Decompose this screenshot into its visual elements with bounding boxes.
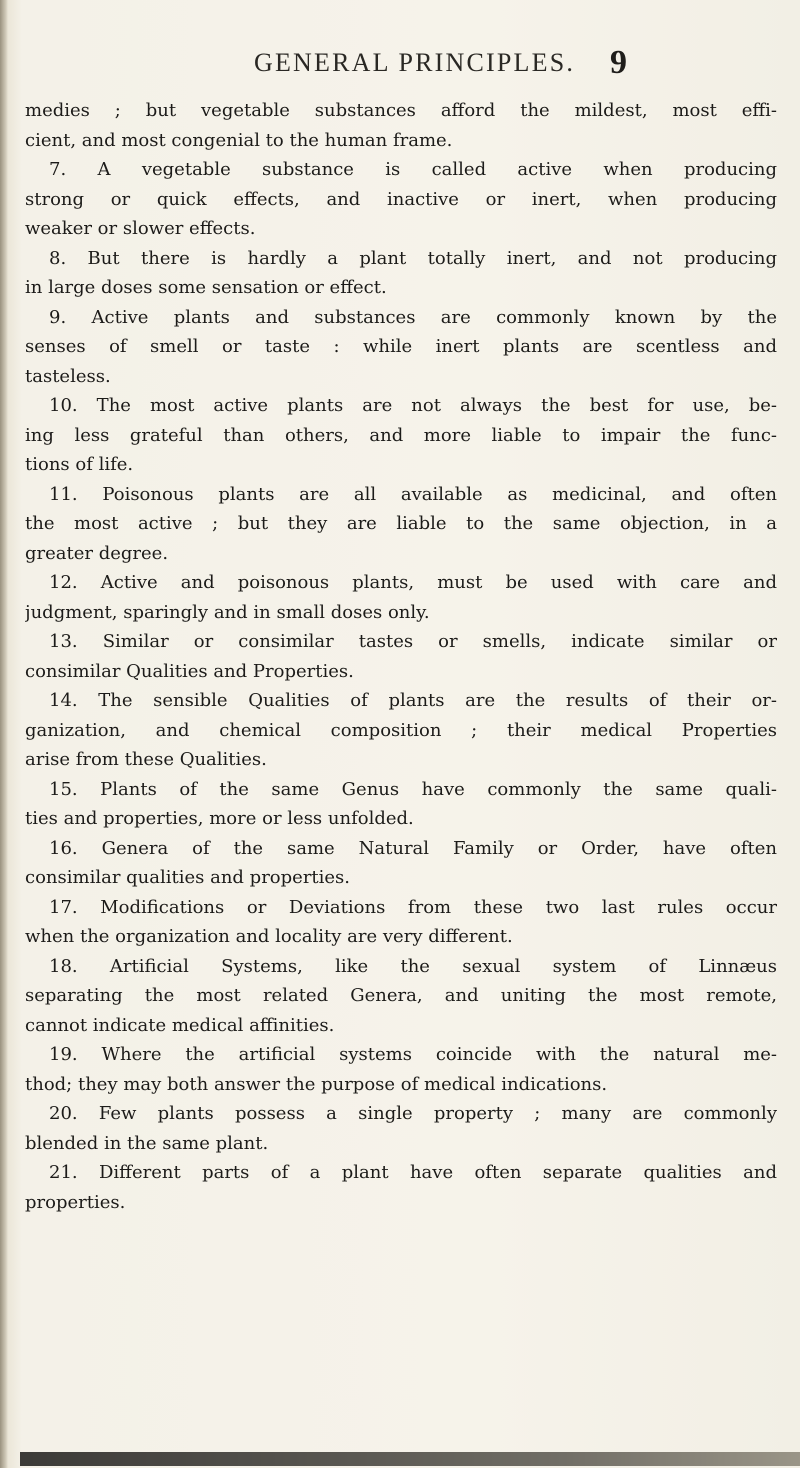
text-line: 10. The most active plants are not always the best for use, be- xyxy=(49,395,777,416)
text-line: weaker or slower effects. xyxy=(25,218,256,239)
text-line: the most active ; but they are liable to the same objection, in a xyxy=(25,513,777,534)
binding-gutter xyxy=(0,0,8,1468)
page-bottom-shadow xyxy=(20,1452,800,1466)
text-line: thod; they may both answer the purpose of medical indications. xyxy=(25,1073,608,1095)
text-line: 7. A vegetable substance is called active when producing xyxy=(49,159,777,180)
text-line: in large doses some sensation or effect. xyxy=(25,277,387,298)
page-header xyxy=(0,44,800,88)
body-text xyxy=(25,96,777,1217)
text-line: tasteless. xyxy=(25,365,111,387)
text-line: senses of smell or taste : while inert plants are scentless and xyxy=(25,336,777,357)
text-line: 19. Where the artificial systems coincide with the natural me- xyxy=(49,1044,777,1065)
text-line: when the organization and locality are very different. xyxy=(25,926,513,947)
text-line: 18. Artificial Systems, like the sexual system of Linnæus xyxy=(49,955,777,977)
text-line: separating the most related Genera, and uniting the most remote, xyxy=(25,985,777,1006)
text-line: strong or quick effects, and inactive or inert, when producing xyxy=(25,188,777,210)
text-line: 11. Poisonous plants are all available as medicinal, and often xyxy=(49,483,777,505)
text-line: 9. Active plants and substances are commonly known by the xyxy=(49,306,777,328)
text-line: 16. Genera of the same Natural Family or Order, have often xyxy=(49,837,777,859)
running-head: GENERAL PRINCIPLES. xyxy=(254,48,576,77)
text-line: 13. Similar or consimilar tastes or smells, indicate similar or xyxy=(49,631,777,652)
text-line: medies ; but vegetable substances afford the mildest, most effi- xyxy=(25,100,777,121)
text-line: tions of life. xyxy=(25,454,134,475)
text-line: 8. But there is hardly a plant totally inert, and not producing xyxy=(49,247,777,269)
text-line: cient, and most congenial to the human frame. xyxy=(25,129,453,151)
text-line: 21. Different parts of a plant have often separate qualities and xyxy=(49,1162,777,1183)
text-line: 15. Plants of the same Genus have commonly the same quali- xyxy=(49,778,777,800)
text-line: arise from these Qualities. xyxy=(25,749,267,770)
text-line: judgment, sparingly and in small doses only. xyxy=(25,601,430,623)
text-line: cannot indicate medical affinities. xyxy=(25,1014,335,1036)
text-line: 20. Few plants possess a single property ; many are commonly xyxy=(49,1103,777,1124)
text-line: ing less grateful than others, and more liable to impair the func- xyxy=(25,424,777,446)
text-line: 17. Modifications or Deviations from these two last rules occur xyxy=(49,896,777,918)
text-line: consimilar qualities and properties. xyxy=(25,867,351,888)
text-line: greater degree. xyxy=(25,542,169,564)
page-number: 9 xyxy=(610,44,627,81)
text-line: properties. xyxy=(25,1191,126,1213)
text-line: ties and properties, more or less unfolded. xyxy=(25,808,414,829)
text-line: ganization, and chemical composition ; their medical Properties xyxy=(25,719,777,741)
text-line: consimilar Qualities and Properties. xyxy=(25,660,354,682)
text-line: 14. The sensible Qualities of plants are the results of their or- xyxy=(49,690,777,711)
text-line: blended in the same plant. xyxy=(25,1132,269,1154)
text-line: 12. Active and poisonous plants, must be used with care and xyxy=(49,572,777,593)
